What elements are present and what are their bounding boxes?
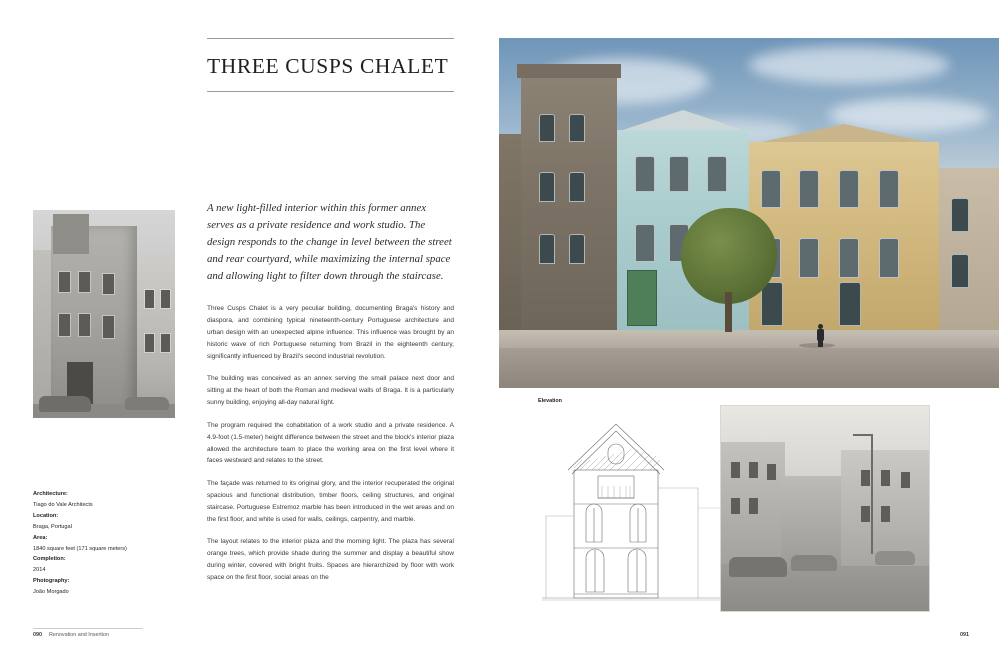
- hero-tree-foliage: [681, 208, 777, 304]
- page-left: [0, 0, 499, 662]
- street-car: [729, 557, 787, 577]
- footer-rule-left: [33, 628, 143, 629]
- hero-window: [951, 254, 969, 288]
- street-car: [875, 551, 915, 565]
- hero-window: [879, 170, 899, 208]
- street-window: [861, 470, 870, 486]
- street-window: [861, 506, 870, 522]
- street-window: [881, 470, 890, 486]
- project-credits: [33, 489, 193, 598]
- street-car: [791, 555, 837, 571]
- folio-left: 090: [33, 632, 42, 638]
- credit-value: 2014: [33, 567, 46, 574]
- hero-tower-cornice: [517, 64, 621, 78]
- photo-window: [161, 334, 170, 352]
- street-window: [749, 498, 758, 514]
- hero-window: [879, 238, 899, 278]
- street-window: [881, 506, 890, 522]
- article-text-column: [207, 200, 454, 595]
- credit-value: João Morgado: [33, 589, 69, 596]
- photo-window: [59, 314, 70, 336]
- photo-tower: [53, 214, 89, 254]
- photo-building-left: [33, 250, 53, 418]
- lead-paragraph: A new light-filled interior within this former annex serves as a private residence and work studio. The design responds to the change in level between the street and rear courtyard, while maximizing the internal space and allowing light to filter down through the staircase.: [207, 202, 452, 283]
- footer-left: [33, 632, 109, 638]
- hero-window: [839, 238, 859, 278]
- hero-window: [799, 238, 819, 278]
- hero-window: [635, 224, 655, 262]
- hero-pedestrian: [817, 324, 824, 346]
- hero-stone-tower: [521, 74, 617, 330]
- street-context-photo: [720, 405, 930, 612]
- hero-building-right: [939, 168, 999, 330]
- credit-value: 1840 square feet (171 square meters): [33, 545, 127, 552]
- credit-label: Architecture:: [33, 491, 68, 497]
- photo-window: [59, 272, 70, 292]
- page-title: THREE CUSPS CHALET: [207, 54, 449, 78]
- credit-row: [33, 576, 193, 598]
- hero-window: [951, 198, 969, 232]
- hero-window: [569, 172, 585, 202]
- hero-window: [569, 234, 585, 264]
- credit-row: [33, 554, 193, 576]
- photo-window: [145, 290, 154, 308]
- section-name: Renovation and Insertion: [49, 632, 109, 638]
- credit-value: Braga, Portugal: [33, 523, 72, 530]
- photo-car: [125, 397, 169, 410]
- hero-green-gate: [627, 270, 657, 326]
- hero-doorway: [839, 282, 861, 326]
- hero-window: [635, 156, 655, 192]
- hero-tree: [681, 208, 777, 328]
- street-window: [901, 472, 910, 488]
- credit-label: Area:: [33, 534, 48, 541]
- hero-tree-trunk: [725, 292, 732, 332]
- elevation-drawing: [538, 398, 734, 612]
- street-window: [731, 462, 740, 478]
- photo-window: [145, 334, 154, 352]
- hero-cloud: [749, 46, 949, 84]
- photo-window: [79, 314, 90, 336]
- body-paragraph: The layout relates to the interior plaza and the morning light. The plaza has several orange trees, which provide shade during the summer and display a beautiful show during winter, covered with bright fruits. Spaces are hierarchized by floor with work space on the first floor, social areas on the: [207, 538, 454, 581]
- page-right: [499, 0, 999, 662]
- credit-label: Location:: [33, 512, 59, 519]
- street-window: [731, 498, 740, 514]
- street-lamp-arm: [853, 434, 873, 436]
- hero-window: [539, 114, 555, 142]
- photo-window: [103, 274, 114, 294]
- hero-window: [569, 114, 585, 142]
- credit-row: [33, 533, 193, 555]
- pedestrian-legs: [818, 340, 823, 347]
- historic-facade-photo: [33, 210, 175, 418]
- figure-caption: Elevation: [538, 398, 562, 404]
- body-paragraph: The program required the cohabitation of a work studio and a private residence. A 4.9-foot (1.5-meter) height difference between the street and the block's interior plaza allowed the architecture team to place the working area on the first level where it faces westward and relates to the street.: [207, 421, 454, 465]
- title-rule-bottom: [207, 91, 454, 92]
- hero-exterior-photo: [499, 38, 999, 388]
- credit-label: Photography:: [33, 578, 70, 585]
- credit-value: Tiago do Vale Architects: [33, 501, 93, 508]
- street-window: [749, 462, 758, 478]
- hero-window: [539, 172, 555, 202]
- hero-window: [799, 170, 819, 208]
- hero-window: [761, 170, 781, 208]
- body-paragraph: Three Cusps Chalet is a very peculiar building, documenting Braga's history and diaspora, and combining typical nineteenth-century Portuguese architecture and urban design with an unexpected alpine influence. This influence was brought by an historic wave of rich Portuguese returning from Brazil in the eighteenth century, significantly influenced by Brazil's second industrial revolution.: [207, 305, 454, 360]
- hero-window: [669, 156, 689, 192]
- hero-window: [839, 170, 859, 208]
- body-paragraph: The building was conceived as an annex serving the small palace next door and sitting at the heart of both the Roman and medieval walls of Braga. It is a particularly sunny building, enjoying all-day natural light.: [207, 375, 454, 407]
- title-block: [207, 38, 454, 92]
- hero-window: [707, 156, 727, 192]
- credit-row: [33, 489, 193, 511]
- credit-row: [33, 511, 193, 533]
- credit-label: Completion:: [33, 556, 66, 563]
- photo-car: [39, 396, 91, 412]
- street-lamp-pole: [871, 434, 873, 554]
- photo-window: [161, 290, 170, 308]
- street-window: [767, 464, 776, 480]
- folio-right: 091: [960, 632, 969, 638]
- photo-window: [79, 272, 90, 292]
- elevation-svg: [538, 408, 734, 608]
- street-building-middle: [781, 476, 841, 566]
- photo-window: [103, 316, 114, 338]
- body-paragraph: The façade was returned to its original glory, and the interior recuperated the original spacious and functional distribution, timber floors, ceiling structures, and original staircase. Portuguese Estremoz marble has been introduced in the wet areas and on the first floor, and white is used for walls, ceilings, carpentry, and marble.: [207, 480, 454, 523]
- hero-window: [539, 234, 555, 264]
